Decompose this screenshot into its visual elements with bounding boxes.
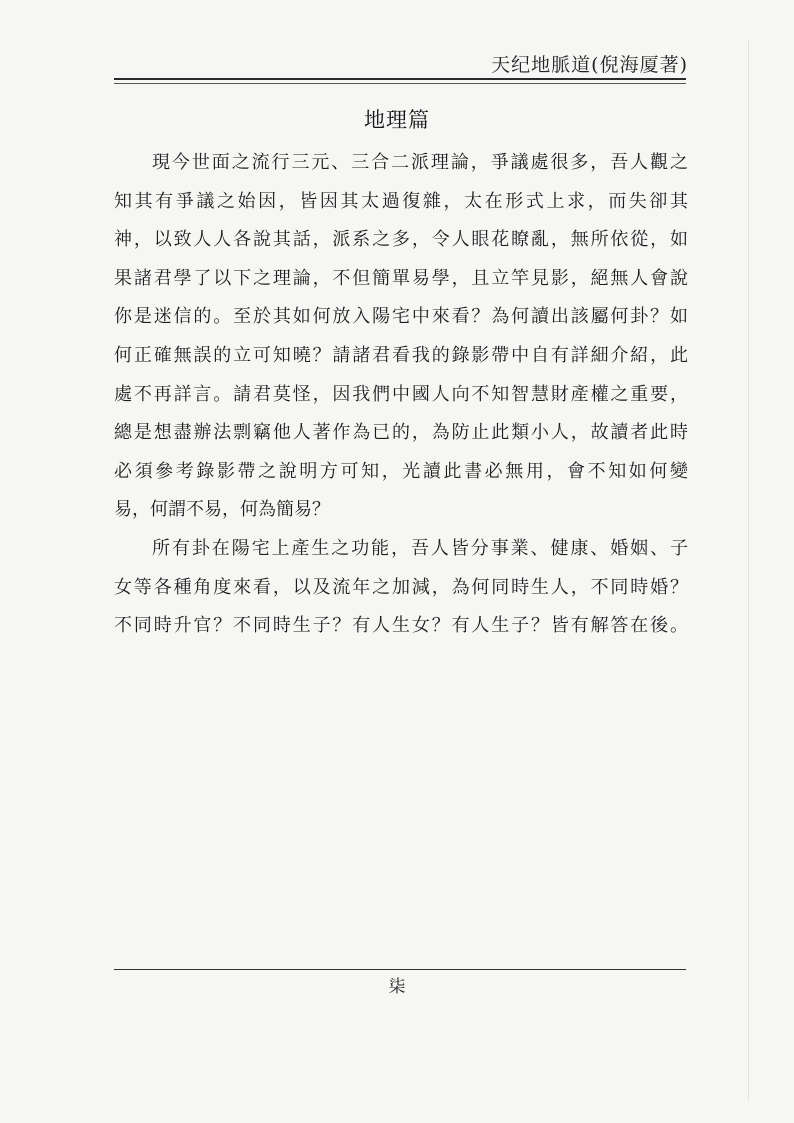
text-line: 不同時升官？不同時生子？有人生女？有人生子？皆有解答在後。 — [114, 615, 688, 637]
text-line: 何正確無誤的立可知曉？請諸君看我的錄影帶中自有詳細介紹，此 — [114, 344, 688, 366]
header-rule-thin — [114, 83, 686, 84]
text-line: 現今世面之流行三元、三合二派理論，爭議處很多，吾人觀之 — [152, 152, 688, 173]
scan-edge-line — [748, 40, 749, 1100]
header-rule-thick — [114, 78, 686, 80]
paragraph-1 — [114, 144, 688, 530]
section-title: 地理篇 — [364, 108, 430, 132]
text-line: 必須參考錄影帶之說明方可知，光讀此書必無用，會不知如何變 — [114, 460, 688, 482]
text-line: 神，以致人人各說其話，派系之多，令人眼花瞭亂，無所依從，如 — [114, 229, 688, 251]
text-line: 你是迷信的。至於其如何放入陽宅中來看？為何讀出該屬何卦？如 — [114, 306, 688, 328]
body-text — [114, 144, 688, 646]
running-header-title: 天纪地脈道(倪海厦著) — [491, 54, 688, 76]
footer-rule — [114, 969, 686, 970]
page-number: 柒 — [388, 977, 406, 997]
text-line: 處不再詳言。請君莫怪，因我們中國人向不知智慧財產權之重要， — [114, 383, 688, 405]
paragraph-2 — [114, 530, 688, 646]
text-line: 易，何謂不易，何為簡易？ — [114, 499, 330, 521]
text-line: 總是想盡辦法剽竊他人著作為已的，為防止此類小人，故讀者此時 — [114, 422, 688, 444]
text-line: 果諸君學了以下之理論，不但簡單易學，且立竿見影，絕無人會說 — [114, 267, 688, 289]
text-line: 知其有爭議之始因，皆因其太過復雜，太在形式上求，而失卻其 — [114, 190, 688, 212]
text-line: 女等各種角度來看，以及流年之加減，為何同時生人，不同時婚？ — [114, 576, 688, 598]
text-line: 所有卦在陽宅上產生之功能，吾人皆分事業、健康、婚姻、子 — [152, 537, 688, 559]
